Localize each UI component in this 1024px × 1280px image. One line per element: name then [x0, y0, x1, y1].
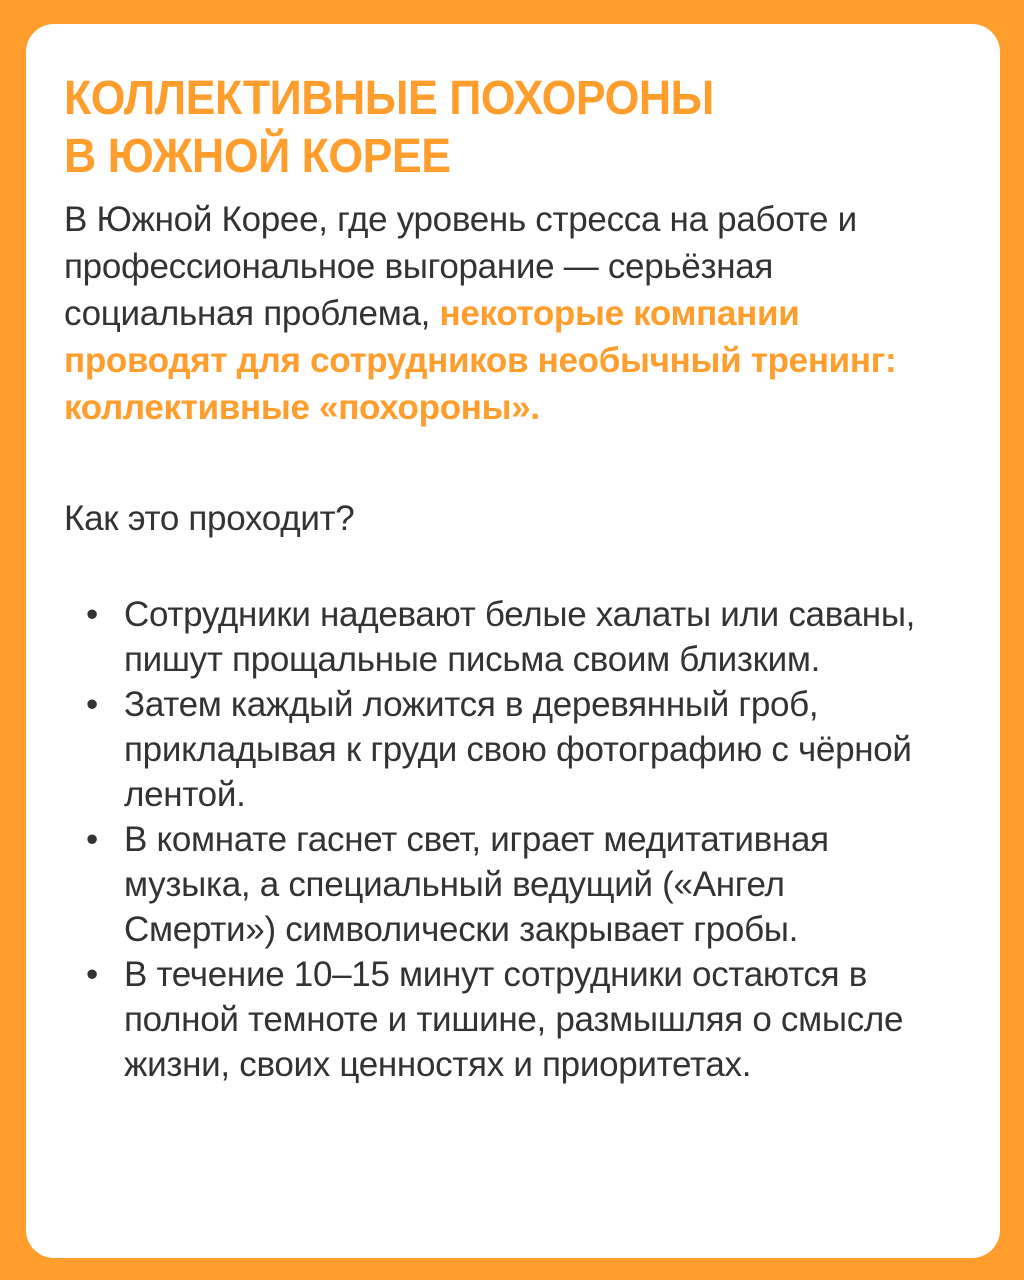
intro-paragraph — [64, 196, 964, 431]
steps-list — [64, 592, 944, 1087]
list-item-text: В течение 10–15 минут сотрудники остаются в полной темноте и тишине, размышляя о смысле жизни, своих ценностях и приоритетах. — [124, 955, 904, 1084]
list-item — [64, 952, 944, 1087]
list-item-text: Сотрудники надевают белые халаты или саваны, пишут прощальные письма своим близким. — [124, 595, 916, 679]
title-line-2: В ЮЖНОЙ КОРЕЕ — [64, 130, 451, 183]
title-line-1: КОЛЛЕКТИВНЫЕ ПОХОРОНЫ — [64, 72, 714, 125]
list-item — [64, 592, 944, 682]
bullet-icon: • — [86, 685, 98, 724]
list-item — [64, 817, 944, 952]
brand-logo-icon — [934, 1192, 990, 1248]
bullet-icon: • — [86, 955, 98, 994]
bullet-icon: • — [86, 595, 98, 634]
intro-text: В Южной Корее, где уровень стресса на работе и профессиональное выгорание — серьёзная социальная проблема, — [64, 200, 857, 333]
list-item-text: В комнате гаснет свет, играет медитативная музыка, а специальный ведущий («Ангел Смерти») символически закрывает гробы. — [124, 820, 829, 949]
content-card — [26, 24, 1000, 1258]
list-item — [64, 682, 944, 817]
section-question: Как это проходит? — [64, 499, 355, 538]
list-item-text: Затем каждый ложится в деревянный гроб, прикладывая к груди свою фотографию с чёрной лентой. — [124, 685, 912, 814]
intro-highlight: некоторые компании проводят для сотрудников необычный тренинг: коллективные «похороны». — [64, 294, 897, 427]
page-title — [64, 70, 957, 186]
bullet-icon: • — [86, 820, 98, 859]
